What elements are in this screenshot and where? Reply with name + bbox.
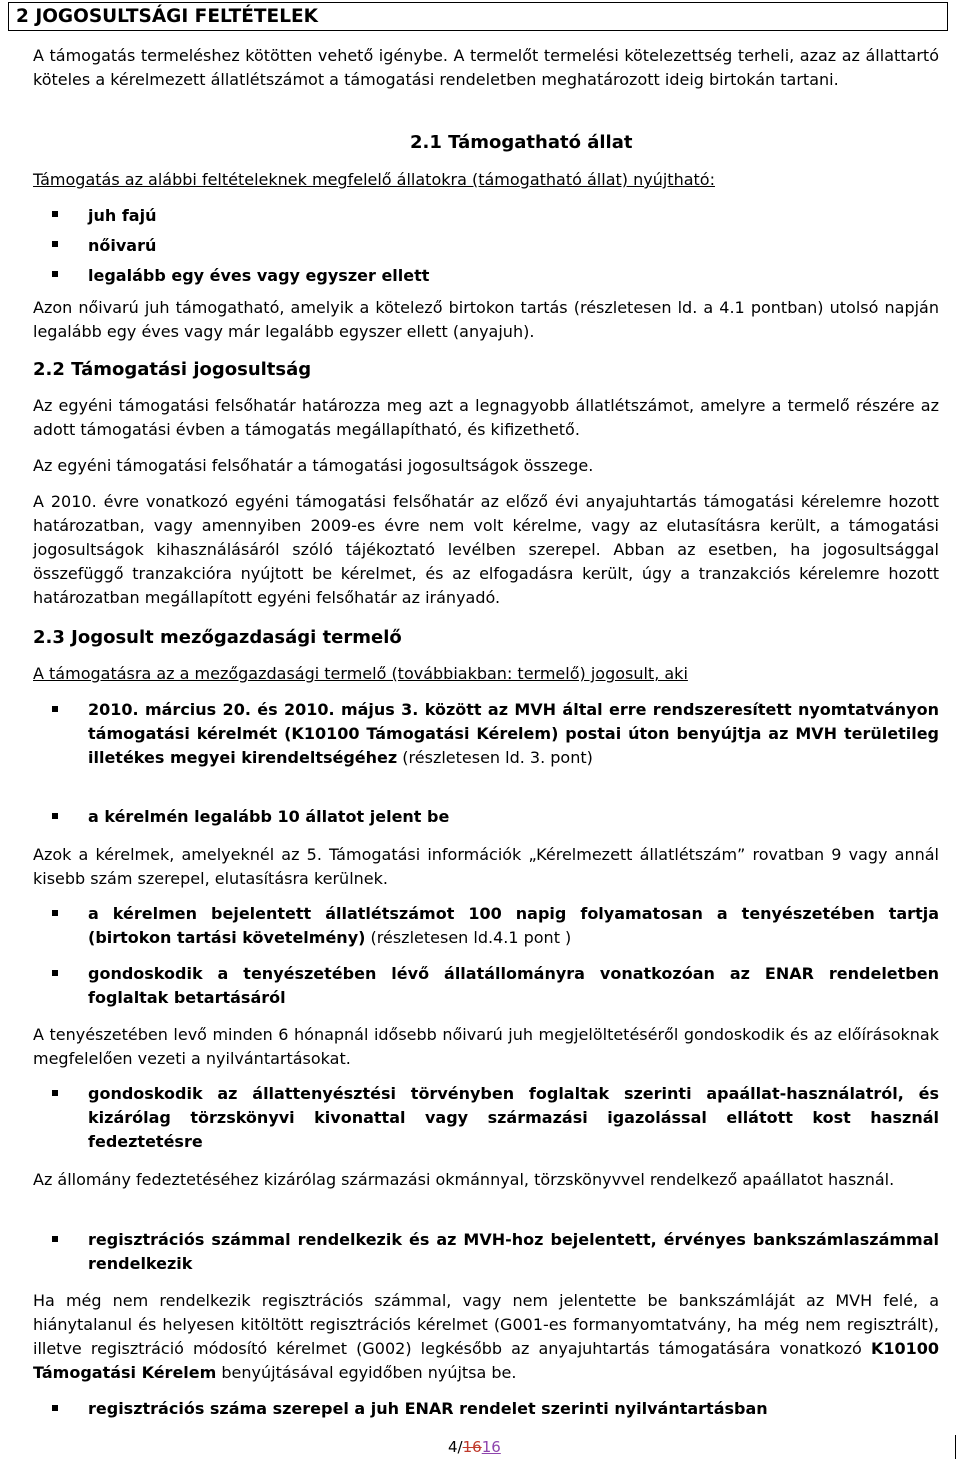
s23-p-b5: Az állomány fedeztetéséhez kizárólag származási okmánnyal, törzskönyvvel rendelkező apaállatot használ.: [33, 1170, 895, 1189]
page-current: 4: [448, 1438, 458, 1456]
s23-p-b2: Azok a kérelmek, amelyeknél az 5. Támogatási információk „Kérelmezett állatlétszám” rovatban 9 vagy annál kisebb szám szerepel, elutasításra kerülnek.: [33, 845, 939, 888]
bullet-icon: [52, 1405, 58, 1411]
s23-bullet-2: a kérelmén legalább 10 állatot jelent be: [88, 807, 450, 826]
s22-p3: A 2010. évre vonatkozó egyéni támogatási felsőhatár az előző évi anyajuhtartás támogatási kérelemre hozott határozatban, vagy amennyiben 2009-es évre nem volt kérelme, vagy az elutasításra került, a támogatási jogosultságok kihasználásáról szóló tájékoztató levélben szerepel. Abban az esetben, ha jogosultsággal összefüggő tranzakcióra nyújtott be kérelmet, és az elfogadásra került, úgy a tranzakciós kérelemre hozott határozatban megállapított egyéni felsőhatár az irányadó.: [33, 492, 939, 607]
intro-paragraph: A támogatás termeléshez kötötten vehető igénybe. A termelőt termelési kötelezettség terheli, azaz az állattartó köteles a kérelmezett állatlétszámot a támogatási rendeletben meghatározott ideig birtokán tartani.: [33, 46, 939, 89]
s23-p-b4: A tenyészetében levő minden 6 hónapnál idősebb nőivarú juh megjelöltetéséről gondoskodik és az előírásoknak megfelelően vezeti a nyilvántartásokat.: [33, 1025, 939, 1068]
s23-p-b6: [33, 1289, 939, 1385]
s23-lead: A támogatásra az a mezőgazdasági termelő (továbbiakban: termelő) jogosult, aki: [33, 664, 688, 683]
section-title: 2 JOGOSULTSÁGI FELTÉTELEK: [8, 2, 948, 31]
heading-2-1: 2.1 Támogatható állat: [410, 132, 633, 153]
s23-p-b6-a: Ha még nem rendelkezik regisztrációs számmal, vagy nem jelentette be bankszámláját az MVH felé, a hiánytalanul és helyesen kitöltött regisztrációs kérelmet (G001-es formanyomtatvány, ha még nem regisztrált), illetve regisztráció módosító kérelmet (G002) legkésőbb az anyajuhtartás támogatására vonatkozó: [33, 1291, 939, 1358]
heading-2-3: 2.3 Jogosult mezőgazdasági termelő: [33, 627, 402, 648]
bullet-icon: [52, 211, 58, 217]
s21-item-2: nőivarú: [88, 236, 157, 255]
bullet-icon: [52, 706, 58, 712]
s23-b3-rest: (részletesen ld.4.1 pont ): [365, 928, 572, 947]
bullet-icon: [52, 1090, 58, 1096]
page-separator: /: [457, 1438, 463, 1456]
s23-b3-bold: a kérelmen bejelentett állatlétszámot 100 napig folyamatosan a tenyészetében tartja (birtokon tartási követelmény): [88, 904, 939, 947]
page-total-inserted: 16: [481, 1438, 501, 1456]
s21-item-3: legalább egy éves vagy egyszer ellett: [88, 266, 430, 285]
bullet-icon: [52, 813, 58, 819]
s23-bullet-4: gondoskodik a tenyészetében lévő állatállományra vonatkozóan az ENAR rendeletben foglaltak betartásáról: [88, 964, 939, 1007]
heading-2-2: 2.2 Támogatási jogosultság: [33, 359, 312, 380]
s21-lead: Támogatás az alábbi feltételeknek megfelelő állatokra (támogatható állat) nyújtható:: [33, 170, 715, 189]
s23-bullet-3: [88, 902, 939, 950]
s23-bullet-6: regisztrációs számmal rendelkezik és az MVH-hoz bejelentett, érvényes bankszámlaszámmal rendelkezik: [88, 1230, 939, 1273]
s23-bullet-1: [88, 698, 939, 770]
s23-b1-bold: 2010. március 20. és 2010. május 3. között az MVH által erre rendszeresített nyomtatványon támogatási kérelmét (K10100 Támogatási Kérelem) postai úton benyújtja az MVH területileg illetékes megyei kirendeltségéhez: [88, 700, 939, 767]
page-total-deleted: 16: [462, 1438, 482, 1456]
change-bar: [955, 1435, 956, 1459]
bullet-icon: [52, 970, 58, 976]
bullet-icon: [52, 1236, 58, 1242]
bullet-icon: [52, 271, 58, 277]
s23-bullet-5: gondoskodik az állattenyésztési törvényben foglaltak szerinti apaállat-használatról, és kizárólag törzskönyvi kivonattal vagy származási igazolással ellátott kost használ fedeztetésre: [88, 1084, 939, 1151]
s21-note: Azon nőivarú juh támogatható, amelyik a kötelező birtokon tartás (részletesen ld. a 4.1 pontban) utolsó napján legalább egy éves vagy már legalább egyszer ellett (anyajuh).: [33, 298, 939, 341]
s21-item-1: juh fajú: [88, 206, 157, 225]
s23-b1-rest: (részletesen ld. 3. pont): [397, 748, 593, 767]
s22-p2: Az egyéni támogatási felsőhatár a támogatási jogosultságok összege.: [33, 456, 594, 475]
page-number: [448, 1436, 501, 1458]
s23-p-b6-b: benyújtásával egyidőben nyújtsa be.: [216, 1363, 517, 1382]
s23-bullet-7: regisztrációs száma szerepel a juh ENAR rendelet szerinti nyilvántartásban: [88, 1399, 768, 1418]
s22-p1: Az egyéni támogatási felsőhatár határozza meg azt a legnagyobb állatlétszámot, amelyre a termelő részére az adott támogatási évben a támogatás megállapítható, és kifizethető.: [33, 396, 939, 439]
bullet-icon: [52, 241, 58, 247]
s23-p-b6-bold: K10100 Támogatási Kérelem: [33, 1339, 939, 1382]
bullet-icon: [52, 910, 58, 916]
